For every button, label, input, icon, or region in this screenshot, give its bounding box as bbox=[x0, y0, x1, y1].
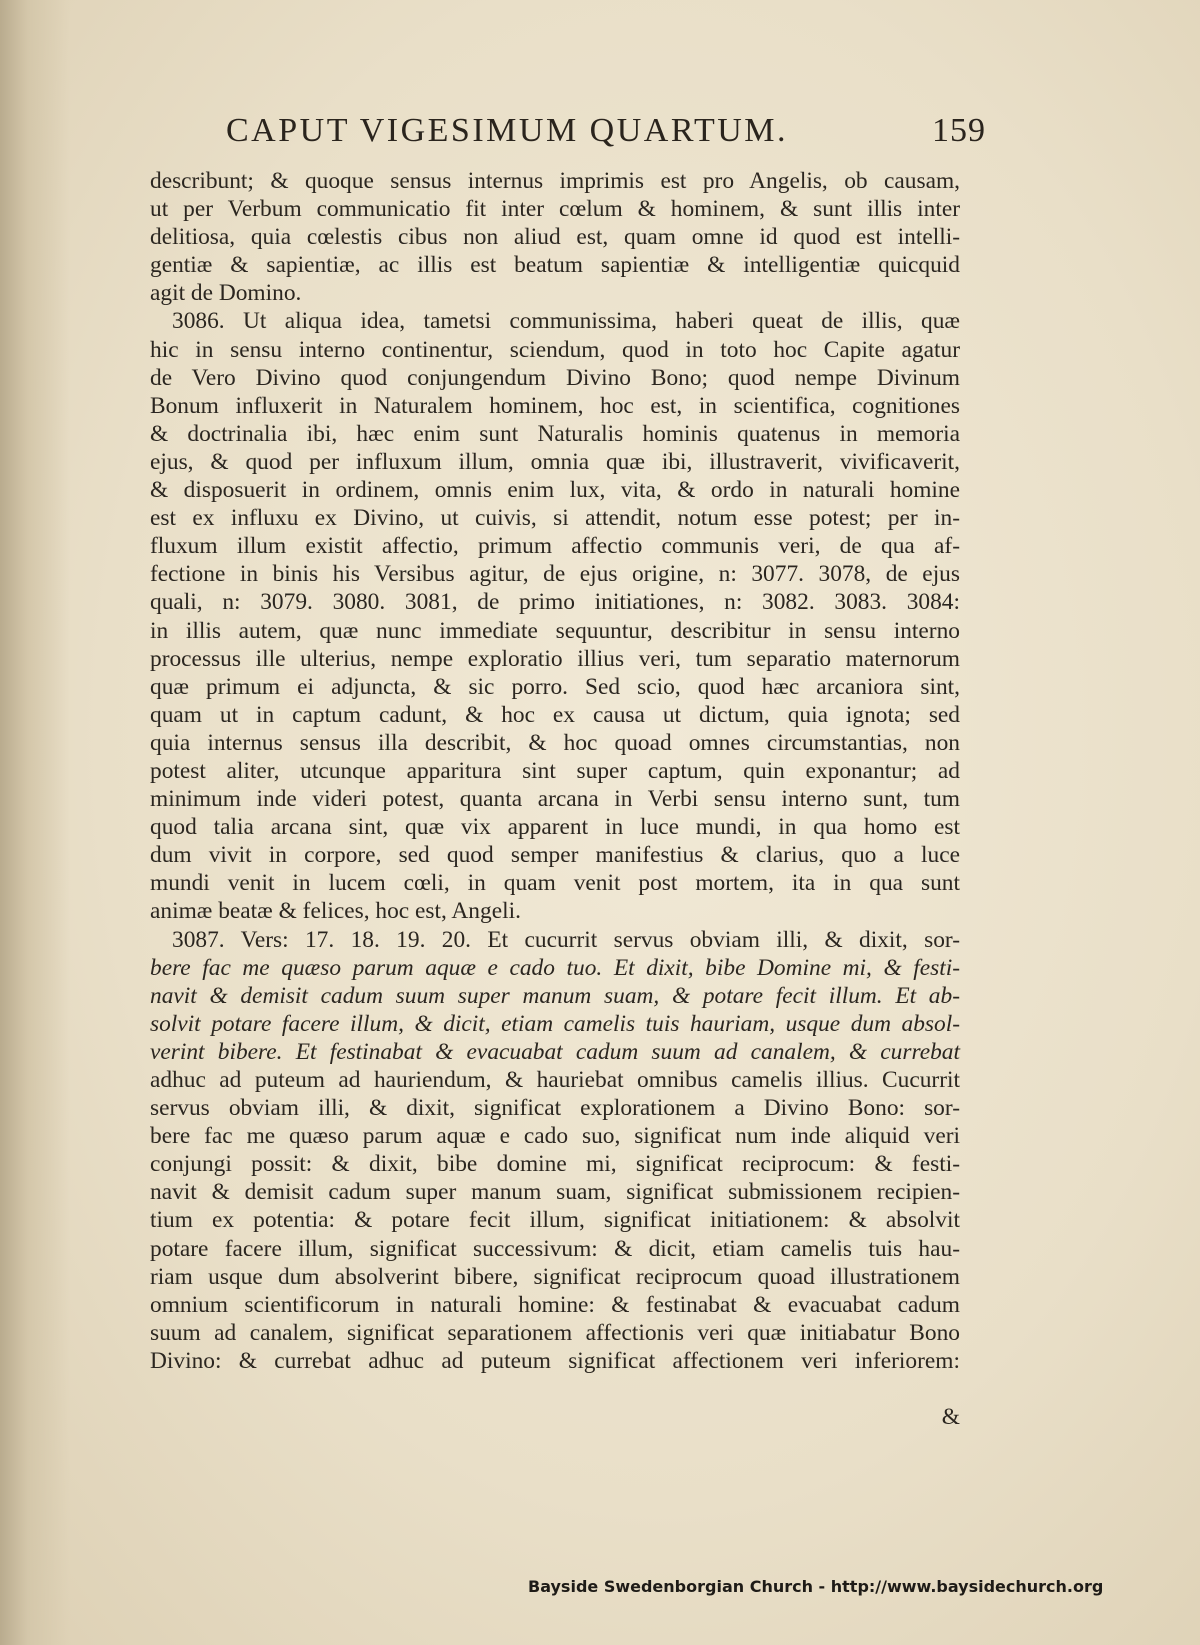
text-line: agit de Domino. bbox=[150, 280, 302, 307]
text-line: riam usque dum absolverint bibere, significat reciprocum quoad illustrationem bbox=[150, 1263, 960, 1290]
text-line: servus obviam illi, & dixit, significat explorationem a Divino Bono: sor- bbox=[150, 1095, 960, 1122]
catchword: & bbox=[941, 1404, 960, 1431]
text-line: quam ut in captum cadunt, & hoc ex causa ut dictum, quia ignota; sed bbox=[150, 701, 960, 728]
text-line: suum ad canalem, significat separationem affectionis veri quæ initiabatur Bono bbox=[150, 1319, 960, 1346]
running-head bbox=[226, 112, 986, 162]
text-line: navit & demisit cadum super manum suam, significat submissionem recipien- bbox=[150, 1179, 960, 1206]
text-line: Divino: & currebat adhuc ad puteum significat affectionem veri inferiorem: bbox=[150, 1347, 960, 1374]
text-line: Bonum influxerit in Naturalem hominem, hoc est, in scientifica, cognitiones bbox=[150, 392, 960, 419]
gutter-shadow bbox=[0, 0, 70, 1645]
text-line: quæ primum ei adjuncta, & sic porro. Sed scio, quod hæc arcaniora sint, bbox=[150, 673, 960, 700]
text-line: solvit potare facere illum, & dicit, etiam camelis tuis hauriam, usque dum absol- bbox=[150, 1010, 960, 1037]
text-line: conjungi possit: & dixit, bibe domine mi, significat reciprocum: & festi- bbox=[150, 1151, 960, 1178]
text-line: ut per Verbum communicatio fit inter cœlum & hominem, & sunt illis inter bbox=[150, 196, 960, 223]
text-line: bere fac me quæso parum aquæ e cado suo, significat num inde aliquid veri bbox=[150, 1123, 960, 1150]
text-line: verint bibere. Et festinabat & evacuabat cadum suum ad canalem, & currebat bbox=[150, 1038, 960, 1065]
text-line: bere fac me quæso parum aquæ e cado tuo. Et dixit, bibe Domine mi, & festi- bbox=[150, 954, 960, 981]
text-line: mundi venit in lucem cœli, in quam venit post mortem, ita in qua sunt bbox=[150, 870, 960, 897]
text-line: delitiosa, quia cœlestis cibus non aliud est, quam omne id quod est intelli- bbox=[150, 224, 960, 251]
text-line: omnium scientificorum in naturali homine: & festinabat & evacuabat cadum bbox=[150, 1291, 960, 1318]
text-line: hic in sensu interno continentur, sciendum, quod in toto hoc Capite agatur bbox=[150, 336, 960, 363]
text-line: gentiæ & sapientiæ, ac illis est beatum sapientiæ & intelligentiæ quicquid bbox=[150, 252, 960, 279]
text-line: describunt; & quoque sensus internus imprimis est pro Angelis, ob causam, bbox=[150, 168, 960, 194]
text-line: potare facere illum, significat successivum: & dicit, etiam camelis tuis hau- bbox=[150, 1235, 960, 1262]
text-line: adhuc ad puteum ad hauriendum, & hauriebat omnibus camelis illius. Cucurrit bbox=[150, 1067, 960, 1093]
text-line: navit & demisit cadum suum super manum suam, & potare fecit illum. Et ab- bbox=[150, 982, 960, 1009]
text-line: & disposuerit in ordinem, omnis enim lux, vita, & ordo in naturali homine bbox=[150, 477, 960, 504]
text-line: de Vero Divino quod conjungendum Divino Bono; quod nempe Divinum bbox=[150, 364, 960, 391]
body-text bbox=[150, 167, 960, 1431]
text-line: est ex influxu ex Divino, ut cuivis, si attendit, notum esse potest; per in- bbox=[150, 505, 960, 532]
running-title: CAPUT VIGESIMUM QUARTUM. bbox=[226, 112, 789, 149]
text-line: & doctrinalia ibi, hæc enim sunt Naturalis hominis quatenus in memoria bbox=[150, 420, 960, 447]
text-line: in illis autem, quæ nunc immediate sequuntur, describitur in sensu interno bbox=[150, 617, 960, 644]
page-number: 159 bbox=[932, 112, 986, 149]
text-line: fluxum illum existit affectio, primum affectio communis veri, de qua af- bbox=[150, 533, 960, 560]
text-line: dum vivit in corpore, sed quod semper manifestius & clarius, quo a luce bbox=[150, 842, 960, 869]
text-line: quali, n: 3079. 3080. 3081, de primo initiationes, n: 3082. 3083. 3084: bbox=[150, 589, 960, 616]
text-line: processus ille ulterius, nempe exploratio illius veri, tum separatio maternorum bbox=[150, 645, 960, 672]
text-line: quia internus sensus illa describit, & hoc quoad omnes circumstantias, non bbox=[150, 729, 960, 756]
text-line: animæ beatæ & felices, hoc est, Angeli. bbox=[150, 898, 521, 925]
text-line: quod talia arcana sint, quæ vix apparent in luce mundi, in qua homo est bbox=[150, 814, 960, 841]
text-line: ejus, & quod per influxum illum, omnia quæ ibi, illustraverit, vivificaverit, bbox=[150, 448, 960, 475]
text-line bbox=[150, 1375, 960, 1403]
footer-credit: Bayside Swedenborgian Church - http://www.baysidechurch.org bbox=[528, 1577, 1104, 1596]
text-line: tium ex potentia: & potare fecit illum, significat initiationem: & absolvit bbox=[150, 1207, 960, 1234]
text-line: potest aliter, utcunque apparitura sint super captum, quin exponantur; ad bbox=[150, 757, 960, 784]
text-line: fectione in binis his Versibus agitur, de ejus origine, n: 3077. 3078, de ejus bbox=[150, 561, 960, 588]
paragraph-3086-start: 3086. Ut aliqua idea, tametsi communissima, haberi queat de illis, quæ bbox=[172, 308, 960, 335]
paragraph-3087-start: 3087. Vers: 17. 18. 19. 20. Et cucurrit servus obviam illi, & dixit, sor- bbox=[172, 926, 960, 953]
text-line: minimum inde videri potest, quanta arcana in Verbi sensu interno sunt, tum bbox=[150, 786, 960, 813]
